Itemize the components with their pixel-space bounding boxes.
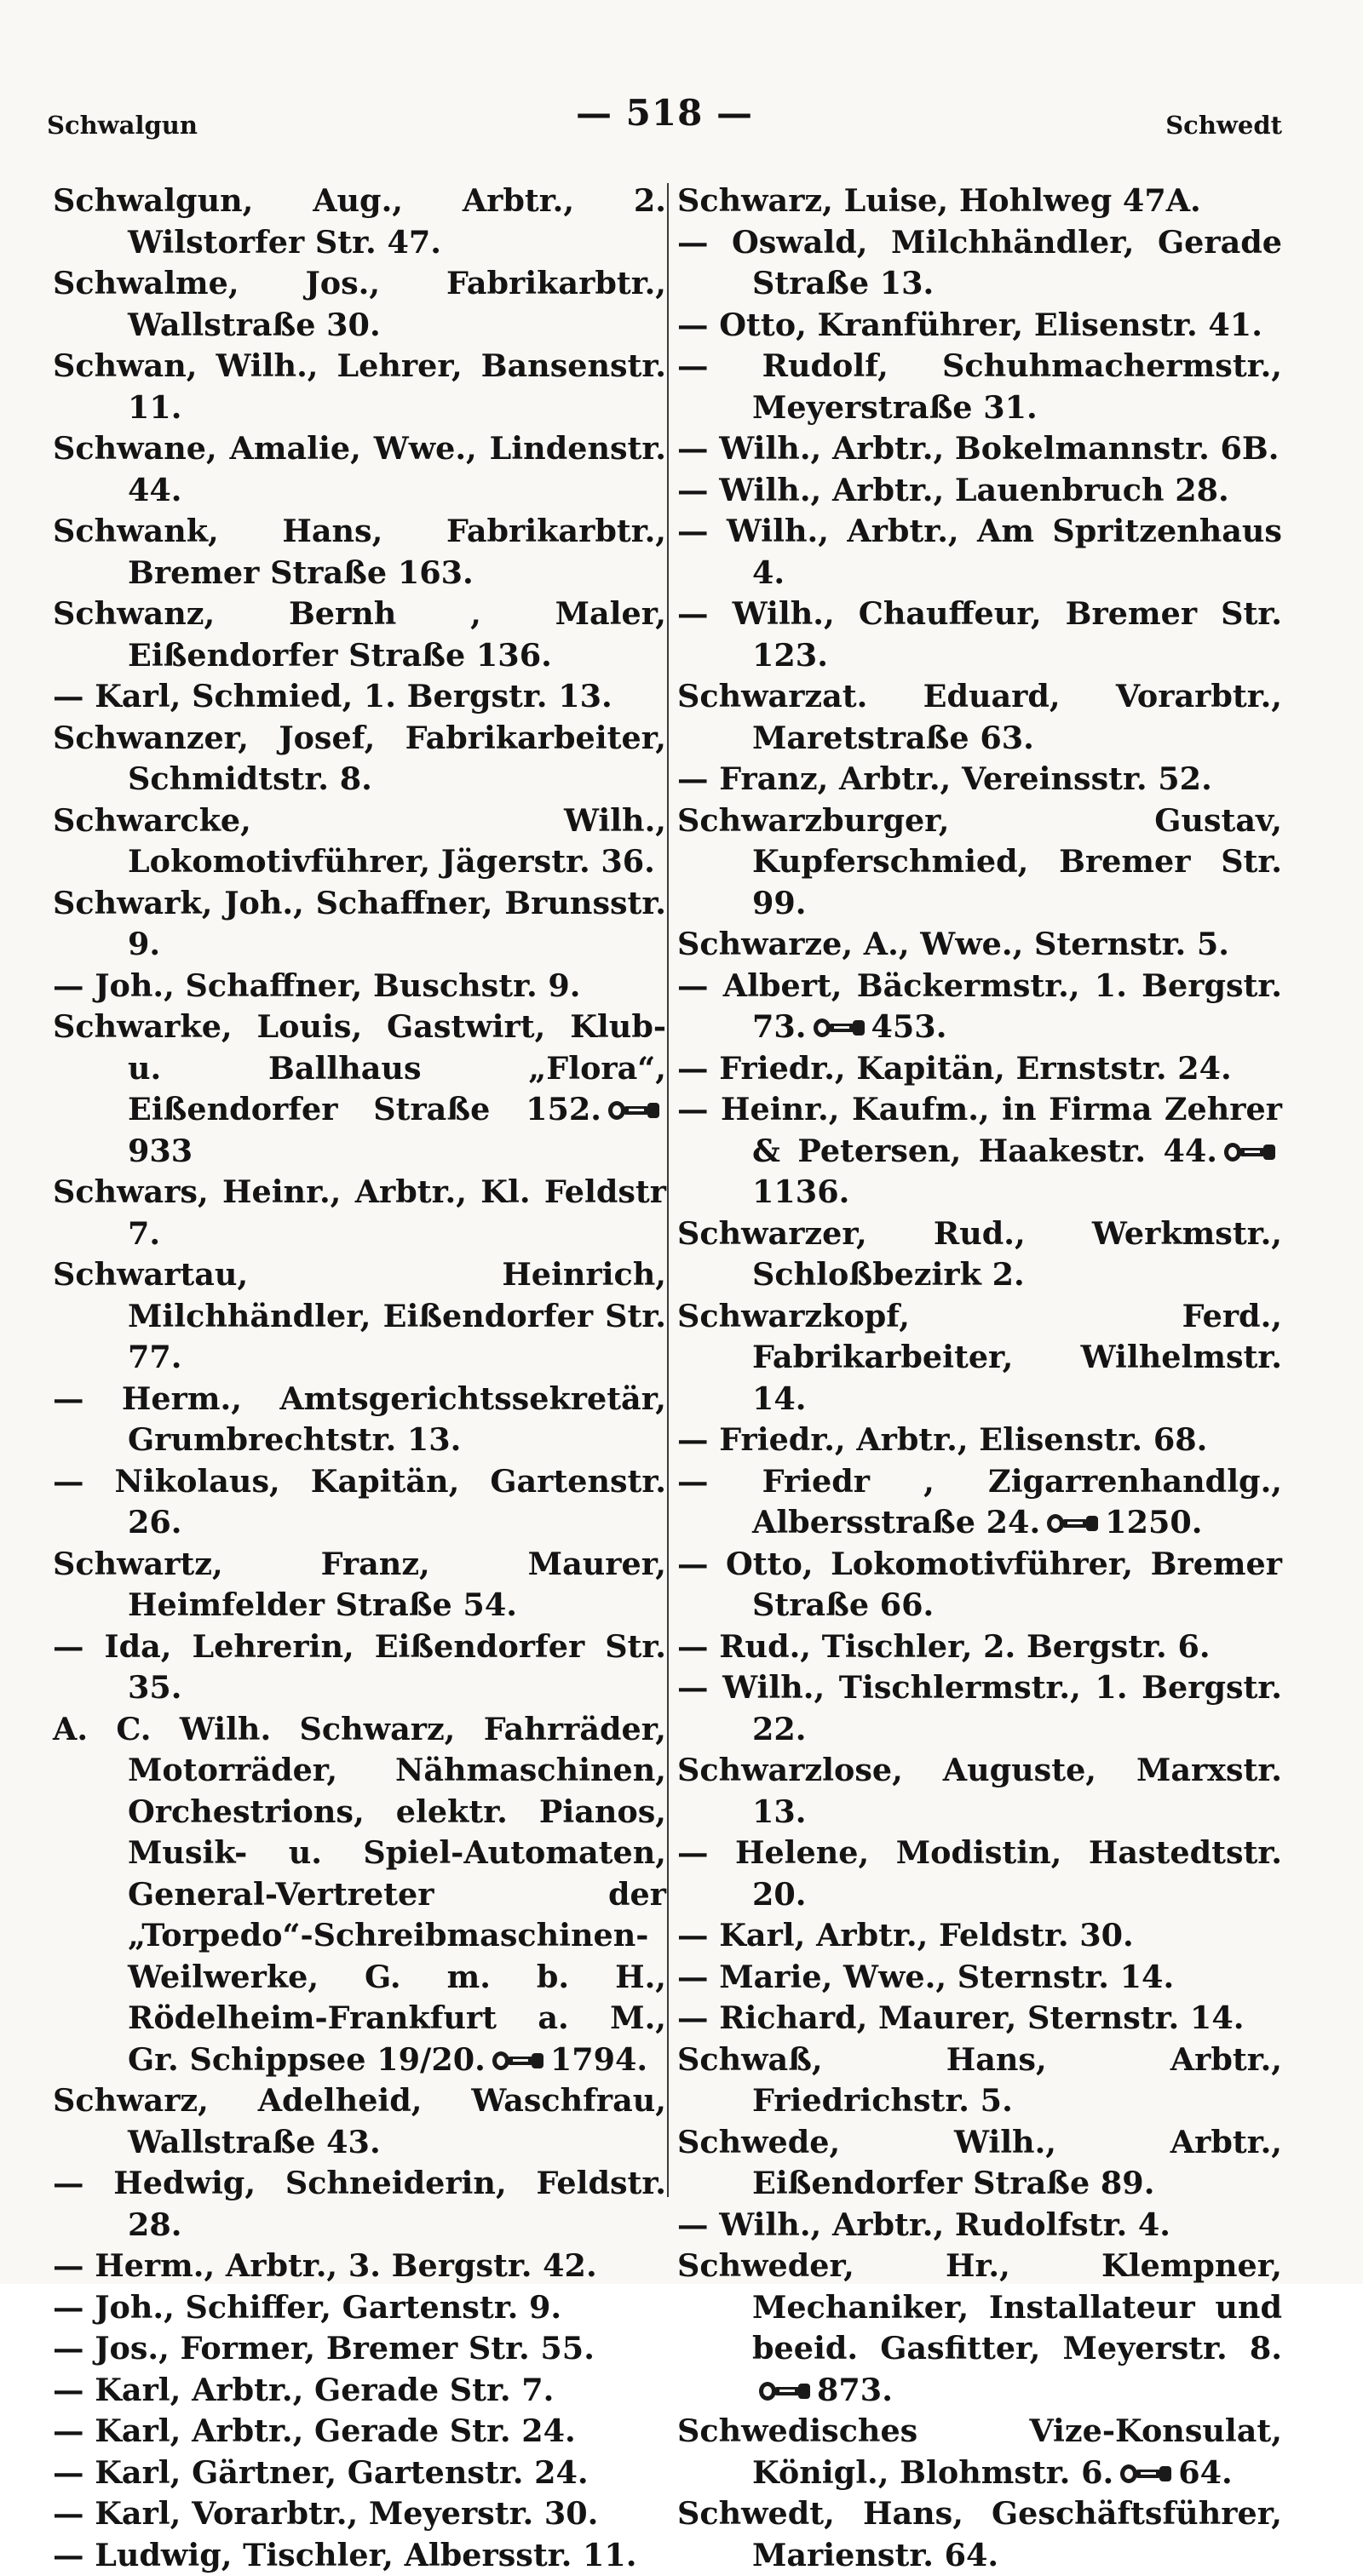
entry-text: — Friedr., Arbtr., Elisenstr. 68. bbox=[677, 1421, 1207, 1458]
entry-text: — Wilh., Arbtr., Lauenbruch 28. bbox=[677, 472, 1229, 508]
right-column-entry bbox=[677, 2040, 1282, 2122]
right-column-entry bbox=[677, 428, 1282, 470]
right-column-entry bbox=[677, 1998, 1282, 2040]
left-column-entry bbox=[53, 1379, 666, 1461]
entry-text: — Heinr., Kaufm., in Firma Zehrer & Petersen, Haakestr. 44. bbox=[677, 1091, 1282, 1169]
right-column-entry bbox=[677, 1626, 1282, 1668]
left-column-entry bbox=[53, 1626, 666, 1709]
entry-text: — Albert, Bäckermstr., 1. Bergstr. 73. bbox=[677, 967, 1282, 1046]
entry-text: Schwank, Hans, Fabrikarbtr., Bremer Straße 163. bbox=[53, 513, 666, 591]
left-column-entry bbox=[53, 1007, 666, 1172]
left-column-entry bbox=[53, 2535, 666, 2576]
telephone-icon bbox=[607, 1099, 663, 1122]
entry-text: — Ida, Lehrerin, Eißendorfer Str. 35. bbox=[53, 1628, 666, 1707]
telephone-icon bbox=[1119, 2462, 1175, 2486]
left-column-entry bbox=[53, 346, 666, 428]
right-column-entry bbox=[677, 222, 1282, 305]
entry-text: Schwarze, A., Wwe., Sternstr. 5. bbox=[677, 926, 1229, 962]
left-column-entry bbox=[53, 511, 666, 594]
left-column-entry bbox=[53, 428, 666, 511]
left-column-entry bbox=[53, 2453, 666, 2494]
left-column-entry bbox=[53, 2246, 666, 2287]
right-column-entry bbox=[677, 305, 1282, 347]
entry-text: Schwarzlose, Auguste, Marxstr. 13. bbox=[677, 1752, 1282, 1830]
right-column-entry bbox=[677, 1213, 1282, 1296]
right-column-entry bbox=[677, 181, 1282, 222]
entry-text: Schwarzburger, Gustav, Kupferschmied, Bremer Str. 99. bbox=[677, 802, 1282, 921]
entry-text: Schwartz, Franz, Maurer, Heimfelder Straße 54. bbox=[53, 1546, 666, 1624]
right-column-entry bbox=[677, 2493, 1282, 2576]
right-column-entry bbox=[677, 2411, 1282, 2493]
entry-text: — Wilh., Chauffeur, Bremer Str. 123. bbox=[677, 595, 1282, 674]
entry-text: Schwarzkopf, Ferd., Fabrikarbeiter, Wilhelmstr. 14. bbox=[677, 1298, 1282, 1417]
right-column-entry bbox=[677, 346, 1282, 428]
left-column-entry bbox=[53, 1544, 666, 1626]
phone-number: 933 bbox=[128, 1133, 193, 1169]
entry-text: Schwalme, Jos., Fabrikarbtr., Wallstraße 30. bbox=[53, 265, 666, 343]
entry-text: Schwarzer, Rud., Werkmstr., Schloßbezirk 2. bbox=[677, 1215, 1282, 1294]
entry-text: Schwanzer, Josef, Fabrikarbeiter, Schmidtstr. 8. bbox=[53, 720, 666, 798]
column-divider bbox=[667, 183, 669, 2197]
right-column-entry bbox=[677, 2122, 1282, 2205]
right-column-entry bbox=[677, 470, 1282, 512]
entry-text: — Karl, Schmied, 1. Bergstr. 13. bbox=[53, 678, 612, 714]
left-column-entry bbox=[53, 966, 666, 1007]
entry-text: — Joh., Schiffer, Gartenstr. 9. bbox=[53, 2289, 561, 2326]
entry-text: — Oswald, Milchhändler, Gerade Straße 13. bbox=[677, 224, 1282, 302]
left-column-entry bbox=[53, 181, 666, 263]
entry-text: Schwars, Heinr., Arbtr., Kl. Feldstr 7. bbox=[53, 1173, 666, 1252]
entry-text: — Nikolaus, Kapitän, Gartenstr. 26. bbox=[53, 1463, 666, 1541]
phone-number: 873. bbox=[817, 2372, 893, 2408]
phone-number: 1794. bbox=[550, 2041, 647, 2078]
left-column-entry bbox=[53, 2411, 666, 2453]
entry-text: Schwaß, Hans, Arbtr., Friedrichstr. 5. bbox=[677, 2041, 1282, 2120]
right-column-entry bbox=[677, 2205, 1282, 2246]
entry-text: Schwarcke, Wilh., Lokomotivführer, Jägerstr. 36. bbox=[53, 802, 666, 881]
entry-text: — Wilh., Arbtr., Am Spritzenhaus 4. bbox=[677, 513, 1282, 591]
left-column-entry bbox=[53, 1461, 666, 1544]
left-column-entry bbox=[53, 718, 666, 800]
right-column-entry bbox=[677, 1915, 1282, 1957]
entry-text: — Wilh., Arbtr., Bokelmannstr. 6B. bbox=[677, 430, 1279, 467]
entry-text: — Karl, Gärtner, Gartenstr. 24. bbox=[53, 2454, 589, 2491]
entry-text: — Helene, Modistin, Hastedtstr. 20. bbox=[677, 1834, 1282, 1913]
telephone-icon bbox=[1222, 1140, 1279, 1164]
left-column-entry bbox=[53, 2370, 666, 2412]
right-column-entry bbox=[677, 1833, 1282, 1915]
entry-text: — Rudolf, Schuhmachermstr., Meyerstraße 31. bbox=[677, 347, 1282, 426]
right-column-entry bbox=[677, 1089, 1282, 1213]
telephone-icon bbox=[1045, 1512, 1101, 1535]
entry-text: — Ludwig, Tischler, Albersstr. 11. bbox=[53, 2537, 636, 2573]
entry-text: — Otto, Lokomotivführer, Bremer Straße 66. bbox=[677, 1546, 1282, 1624]
entry-text: — Hedwig, Schneiderin, Feldstr. 28. bbox=[53, 2165, 666, 2243]
header-left-keyword: Schwalgun bbox=[47, 111, 198, 140]
right-column-entry bbox=[677, 676, 1282, 759]
entry-text: — Richard, Maurer, Sternstr. 14. bbox=[677, 1999, 1244, 2036]
right-column-entry bbox=[677, 1750, 1282, 1833]
telephone-icon bbox=[757, 2379, 814, 2403]
right-column-entry bbox=[677, 511, 1282, 594]
entry-text: Schwedisches Vize-Konsulat, Königl., Blohmstr. 6. bbox=[677, 2412, 1282, 2491]
entry-text: — Joh., Schaffner, Buschstr. 9. bbox=[53, 967, 580, 1004]
right-column-entry bbox=[677, 966, 1282, 1048]
entry-text: — Herm., Amtsgerichtssekretär, Grumbrechtstr. 13. bbox=[53, 1380, 666, 1459]
entry-text: — Otto, Kranführer, Elisenstr. 41. bbox=[677, 307, 1262, 343]
entry-text: — Wilh., Arbtr., Rudolfstr. 4. bbox=[677, 2206, 1170, 2243]
telephone-icon bbox=[812, 1016, 868, 1040]
header-right-keyword: Schwedt bbox=[1165, 111, 1282, 140]
entry-text: — Karl, Arbtr., Feldstr. 30. bbox=[677, 1917, 1134, 1954]
entry-text: Schweder, Hr., Klempner, Mechaniker, Installateur und beeid. Gasfitter, Meyerstr. 8. bbox=[677, 2247, 1282, 2367]
entry-text: — Rud., Tischler, 2. Bergstr. 6. bbox=[677, 1628, 1211, 1665]
left-column-entry bbox=[53, 263, 666, 346]
right-column-entry bbox=[677, 1461, 1282, 1544]
entry-text: — Karl, Vorarbtr., Meyerstr. 30. bbox=[53, 2495, 598, 2532]
left-column-entry bbox=[53, 2328, 666, 2370]
phone-number: 1250. bbox=[1105, 1504, 1202, 1540]
right-column-entry bbox=[677, 924, 1282, 966]
left-column-entry bbox=[53, 676, 666, 718]
entry-text: Schwarzat. Eduard, Vorarbtr., Maretstraße 63. bbox=[677, 678, 1282, 756]
right-column-entry bbox=[677, 800, 1282, 925]
left-column-entry bbox=[53, 594, 666, 676]
left-column-entry bbox=[53, 1709, 666, 2081]
left-column bbox=[53, 181, 666, 2576]
page-header bbox=[47, 92, 1282, 143]
entry-text: — Friedr., Kapitän, Ernststr. 24. bbox=[677, 1050, 1232, 1087]
right-column bbox=[677, 181, 1282, 2576]
left-column-entry bbox=[53, 2163, 666, 2246]
phone-number: 64. bbox=[1178, 2454, 1233, 2491]
entry-text: Schwane, Amalie, Wwe., Lindenstr. 44. bbox=[53, 430, 666, 508]
right-column-entry bbox=[677, 1420, 1282, 1461]
telephone-icon bbox=[491, 2049, 547, 2073]
right-column-entry bbox=[677, 2246, 1282, 2411]
entry-text: Schwanz, Bernh , Maler, Eißendorfer Straße 136. bbox=[53, 595, 666, 674]
entry-text: — Jos., Former, Bremer Str. 55. bbox=[53, 2330, 595, 2367]
left-column-entry bbox=[53, 2493, 666, 2535]
entry-text: — Herm., Arbtr., 3. Bergstr. 42. bbox=[53, 2247, 597, 2284]
entry-text: A. C. Wilh. Schwarz, Fahrräder, Motorräder, Nähmaschinen, Orchestrions, elektr. Pianos, Musik- u. Spiel-Automaten, General-Vertreter der „Torpedo“-Schreibmaschinen-Weilwerke, G. m. b. H., Rödelheim-Frankfurt a. M., Gr. Schippsee 19/20. bbox=[53, 1711, 666, 2078]
entry-text: — Marie, Wwe., Sternstr. 14. bbox=[677, 1959, 1174, 1995]
entry-text: Schwedt, Hans, Geschäftsführer, Marienstr. 64. bbox=[677, 2495, 1282, 2573]
entry-text: — Franz, Arbtr., Vereinsstr. 52. bbox=[677, 760, 1212, 797]
right-column-entry bbox=[677, 1667, 1282, 1750]
page-number: — 518 — bbox=[47, 92, 1282, 134]
entry-text: — Wilh., Tischlermstr., 1. Bergstr. 22. bbox=[677, 1669, 1282, 1747]
entry-text: Schwan, Wilh., Lehrer, Bansenstr. 11. bbox=[53, 347, 666, 426]
phone-number: 453. bbox=[871, 1008, 947, 1045]
entry-text: Schwarke, Louis, Gastwirt, Klub- u. Ballhaus „Flora“, Eißendorfer Straße 152. bbox=[53, 1008, 666, 1127]
phone-number: 1136. bbox=[752, 1173, 849, 1210]
right-column-entry bbox=[677, 759, 1282, 800]
entry-text: — Karl, Arbtr., Gerade Str. 7. bbox=[53, 2372, 554, 2408]
entry-text: Schwalgun, Aug., Arbtr., 2. Wilstorfer Str. 47. bbox=[53, 182, 666, 261]
right-column-entry bbox=[677, 1957, 1282, 1999]
right-column-entry bbox=[677, 1296, 1282, 1420]
entry-text: Schwarz, Luise, Hohlweg 47A. bbox=[677, 182, 1201, 219]
left-column-entry bbox=[53, 2080, 666, 2163]
left-column-entry bbox=[53, 800, 666, 883]
entry-text: Schwarz, Adelheid, Waschfrau, Wallstraße 43. bbox=[53, 2082, 666, 2160]
entry-text: Schwede, Wilh., Arbtr., Eißendorfer Straße 89. bbox=[677, 2124, 1282, 2202]
entry-text: Schwark, Joh., Schaffner, Brunsstr. 9. bbox=[53, 885, 666, 963]
left-column-entry bbox=[53, 1172, 666, 1254]
entry-text: — Karl, Arbtr., Gerade Str. 24. bbox=[53, 2412, 576, 2449]
right-column-entry bbox=[677, 594, 1282, 676]
right-column-entry bbox=[677, 1544, 1282, 1626]
left-column-entry bbox=[53, 2287, 666, 2329]
right-column-entry bbox=[677, 1048, 1282, 1090]
entry-text: — Friedr , Zigarrenhandlg., Albersstraße 24. bbox=[677, 1463, 1282, 1541]
left-column-entry bbox=[53, 883, 666, 966]
entry-text: Schwartau, Heinrich, Milchhändler, Eißendorfer Str. 77. bbox=[53, 1256, 666, 1375]
left-column-entry bbox=[53, 1254, 666, 1379]
